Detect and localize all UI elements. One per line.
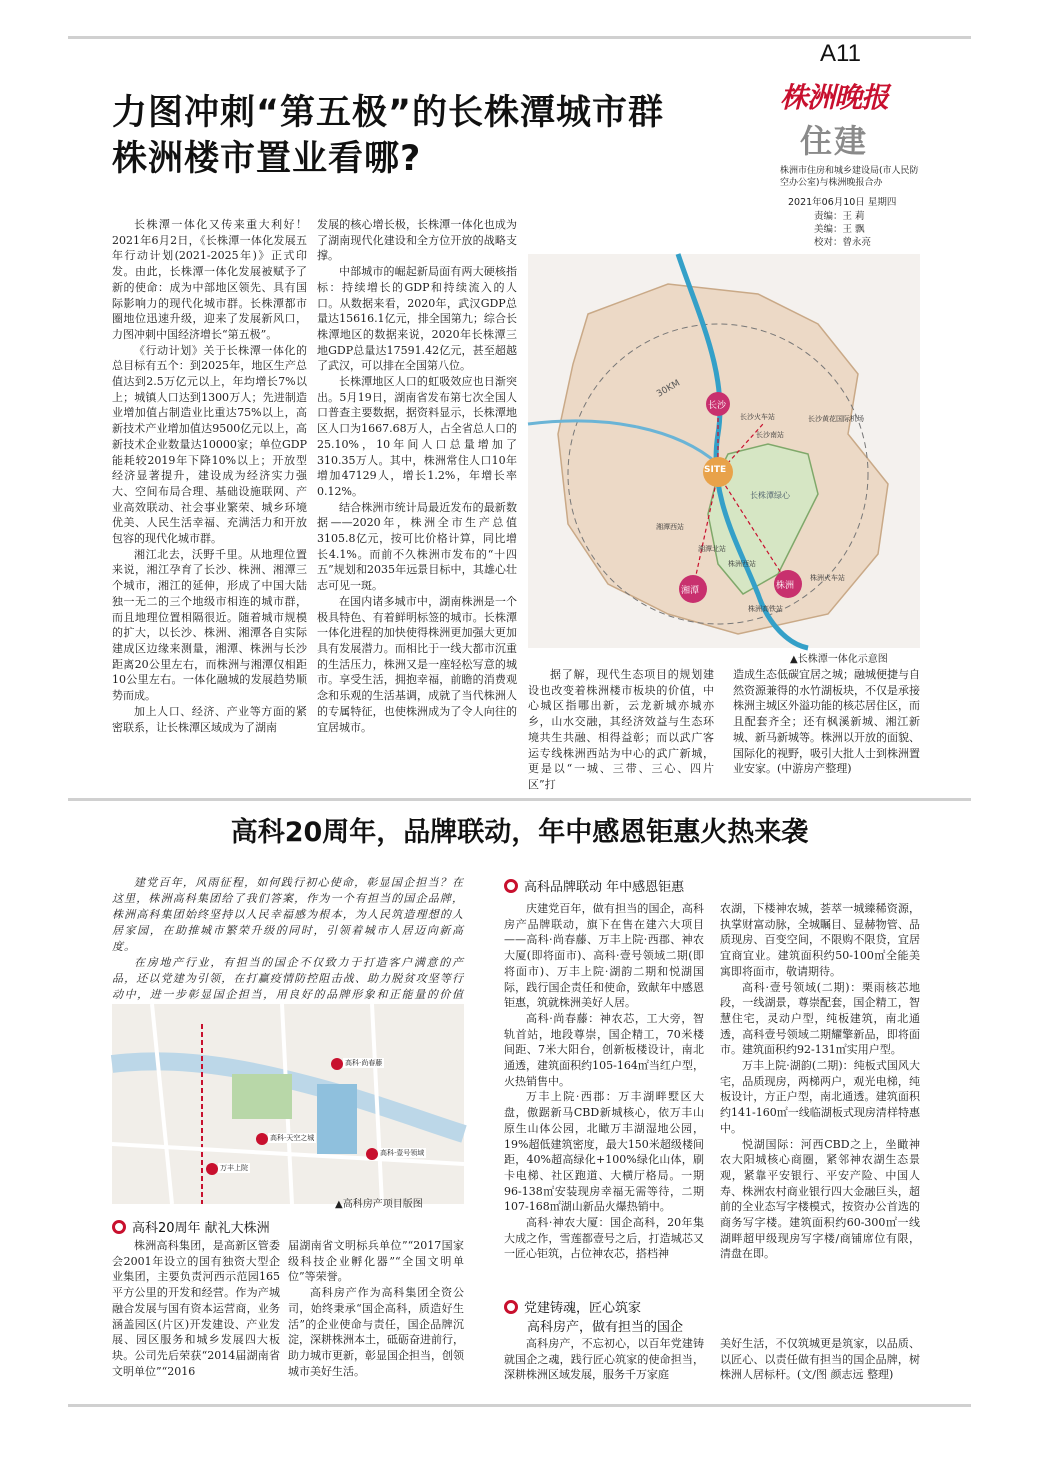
- city-label: 长沙: [708, 401, 727, 411]
- paragraph: 高科·神农大厦：国企高科，20年集大成之作，雪莲都壹号之后，打造城芯又一匠心钜筑，占位神农芯，搭档神: [504, 1216, 704, 1261]
- cohost-note: 株洲市住房和城乡建设局(市人民防空办公室)与株洲晚报合办: [780, 166, 919, 188]
- paragraph: 据了解，现代生态项目的规划建设也改变着株洲楼市板块的价值，中心城区指哪出新，云龙新城亦城亦乡，山水交融，其经济效益与生态环境共生共融、相得益彰；而以武广客运专线株洲西站为中心的武广新城，更是以“一城、三带、三心、四片区”打: [528, 668, 714, 791]
- paragraph: 农湖，下楼神农城，荟萃一城臻稀资源，执掌财富动脉，全城瞩目、显赫物管、品质现房、百变空间，不限购不限贷，宜居宜商宜业。建筑面积约50-100㎡全能美寓即将面市，敬请期待。: [720, 902, 920, 978]
- map-caption: ▲长株潭一体化示意图: [790, 654, 888, 665]
- article1-column4: [733, 667, 920, 776]
- article2-headline: 高科20周年，品牌联动，年中感恩钜惠火热来袭: [230, 817, 809, 848]
- city-label: 株洲: [776, 581, 795, 591]
- section-name: 住建: [800, 122, 869, 160]
- station-label: 株洲火车站: [810, 574, 845, 582]
- article2-sub2-column2: [720, 901, 920, 1291]
- station-label: 长沙黄花国际机场: [808, 415, 864, 423]
- station-label: 株洲西站: [728, 560, 756, 568]
- radius-label: 30KM: [655, 378, 682, 400]
- subhead-responsible-soe: 高科房产，做有担当的国企: [527, 1320, 684, 1335]
- project-map-caption: ▲高科房产项目版图: [335, 1199, 423, 1210]
- paragraph: 造成生态低碳宜居之城；融城便捷与自然资源兼得的水竹湖板块，不仅是承接株洲主城区外溢功能的核芯居住区，而且配套齐全；还有枫溪新城、湘江新城、新马新城等。株洲以开放的面貌、国际化的视野，吸引大批人士到株洲置业安家。(中游房产整理): [733, 668, 920, 776]
- park-block: [232, 1074, 292, 1119]
- paragraph: 高科·壹号领域(二期)：栗雨核芯地段，一线湖景，尊崇配套，国企精工，智慧住宅，灵动户型，纯板建筑，南北通透，高科壹号领域二期耀擎新品，即将面市。建筑面积约92-131㎡实用户型。: [720, 980, 920, 1057]
- station-label: 长沙南站: [756, 431, 784, 439]
- masthead-logo: 株洲晚报: [780, 81, 889, 114]
- subhead-text: 高科品牌联动 年中感恩钜惠: [524, 880, 685, 895]
- article2-sub2-column1: [504, 901, 704, 1289]
- subhead-anniversary: [112, 1217, 270, 1236]
- top-rule: [68, 36, 971, 39]
- issue-date: 2021年06月10日 星期四: [788, 197, 897, 208]
- headline-line1: 力图冲刺“第五极”的长株潭城市群: [112, 93, 665, 133]
- station-label: 长沙火车站: [740, 413, 775, 421]
- project-label: 高科·壹号领域: [380, 1149, 425, 1157]
- station-label: 湘潭西站: [656, 523, 684, 531]
- bullet-icon: [112, 1220, 126, 1234]
- bottom-rule: [68, 1404, 971, 1407]
- region-map-graphic: [528, 254, 920, 648]
- site-label: SITE: [704, 465, 727, 475]
- paragraph: 湘江北去，沃野千里。从地理位置来说，湘江孕育了长沙、株洲、湘潭三个城市，湘江的延伸，形成了中国大陆独一无二的三个地级市相连的城市群，而且地理位置相隔很近。随着城市规模的扩大，以长沙、株洲、湘潭各自实际建成区边缘来测量，湘潭、株洲与长沙距离20公里左右，而株洲与湘潭仅相距10公里左右。一体化融城的发展趋势顺势而成。: [112, 547, 307, 703]
- subhead-brand-linkage: [504, 876, 684, 895]
- station-label: 湘潭北站: [698, 545, 726, 553]
- paragraph: 高科·尚春藤：神农芯，工大旁，智轨首站，地段尊崇，国企精工，70米楼间距、7米大阳台，创新板楼设计，南北通透，建筑面积约105-164㎡当红户型，火热销售中。: [504, 1011, 704, 1088]
- lead-paragraph: 在房地产行业，有担当的国企不仅致力于打造客户满意的产品，还以党建为引领，在打赢疫情防控阻击战、助力脱贫攻坚等行动中，进一步彰显国企担当，用良好的品牌形象和正能量的价值: [112, 956, 464, 1001]
- paragraph: 加上人口、经济、产业等方面的紧密联系，让长株潭区域成为了湖南: [112, 704, 307, 734]
- subhead-text: 高科20周年 献礼大株洲: [132, 1221, 270, 1236]
- paragraph: 中部城市的崛起新局面有两大硬核指标：持续增长的GDP和持续流入的人口。从数据来看，2020年，武汉GDP总量达15616.1亿元，排全国第九；综合长株潭地区的数据来说，2020年长株潭三地GDP总量达17591.42亿元，甚至超越了武汉，可以排在全国第八位。: [317, 265, 517, 373]
- paragraph: 高科房产，不忘初心，以百年党建铸就国企之魂，践行匠心筑家的使命担当，深耕株洲区域发展，服务千万家庭: [504, 1337, 704, 1382]
- subhead-party-building: [504, 1297, 641, 1316]
- paragraph: 长株潭一体化又传来重大利好！2021年6月2日，《长株潭一体化发展五年行动计划(2021-2025年)》正式印发。由此，长株潭一体化发展被赋予了新的使命：成为中部地区领先、具有国际影响力的现代化城市群。长株潭都市圈地位迅速升级，迎来了发展新风口，力图冲刺中国经济增长“第五极”。: [112, 218, 307, 341]
- paragraph: 株洲高科集团，是高新区管委会2001年设立的国有独资大型企业集团，主要负责河西示范园165平方公里的开发和经营。作为产城融合发展与国有资本运营商，业务涵盖园区(片区)开发建设、产业发展、园区服务和城乡发展四大板块。公司先后荣获“2014届湖南省文明单位”“2016: [112, 1239, 280, 1378]
- paragraph: 悦湖国际：河西CBD之上，坐瞰神农大阳城核心商圈，紧邻神农湖生态景观，紧靠平安银行、平安产险、中国人寿、株洲农村商业银行四大金融巨头，超前的全业态写字楼模式，按资办公首选的商务写字楼。建筑面积约60-300㎡一线湖畔超甲级现房写字楼/商铺席位有限，清盘在即。: [720, 1137, 920, 1261]
- project-marker: [256, 1133, 268, 1145]
- project-map-graphic: [112, 1004, 464, 1204]
- paragraph: 《行动计划》关于长株潭一体化的总目标有五个：到2025年，地区生产总值达到2.5万亿元以上，年均增长7%以上；城镇人口达到1300万人；先进制造业增加值占制造业比重达75%以上，高新技术产业增加值达9500亿元以上，高新技术企业数量达10000家；单位GDP能耗较2019年下降10%以上；开放型经济显著提升，建设成为经济实力强大、空间布局合理、基础设施联网、产业高效联动、社会事业繁荣、城乡环境优美、人民生活幸福、充满活力和开放包容的现代化城市群。: [112, 343, 307, 546]
- project-label: 高科·天空之城: [270, 1134, 315, 1142]
- project-marker: [331, 1058, 343, 1070]
- article2-sub3-column1: [504, 1336, 704, 1386]
- section-rule: [68, 798, 971, 801]
- subhead-text: 党建铸魂，匠心筑家: [524, 1301, 642, 1316]
- article2-sub1-column2: [288, 1238, 464, 1383]
- article1-column3: [528, 667, 714, 791]
- lake-block: [317, 1084, 357, 1154]
- green-zone-label: 长株潭绿心: [750, 491, 790, 500]
- article2-sub3-column2: [720, 1336, 920, 1386]
- station-label: 株洲高铁站: [748, 605, 783, 613]
- paragraph: 届湖南省文明标兵单位”“2017国家级科技企业孵化器”“全国文明单位”等荣誉。: [288, 1239, 464, 1284]
- paragraph: 高科房产作为高科集团全资公司，始终秉承“国企高科，质造好生活”的企业使命与责任，国企品牌沉淀，深耕株洲本土，砥砺奋进前行，助力城市更新，彰显国企担当，创领城市美好生活。: [288, 1286, 464, 1378]
- city-label: 湘潭: [681, 586, 700, 596]
- bullet-icon: [504, 1300, 518, 1314]
- paragraph: 结合株洲市统计局最近发布的最新数据——2020年，株洲全市生产总值3105.8亿元，按可比价格计算，同比增长4.1%。而前不久株洲市发布的“十四五”规划和2035年远景目标中，其雄心壮志可见一斑。: [317, 500, 517, 593]
- bullet-icon: [504, 879, 518, 893]
- page-number: A11: [820, 40, 861, 67]
- paragraph: 万丰上院·西郡：万丰湖畔墅区大盘，傲踞新马CBD新城核心，依万丰山原生山体公园，北瞰万丰湖湿地公园，19%超低建筑密度，最大150米超级楼间距，40%超高绿化+100%绿化山体，刷卡电梯、社区跑道、大横厅格局。一期96-138㎡安装现房幸福无需等待，二期107-168㎡湖山新品火爆热销中。: [504, 1090, 704, 1214]
- article1-column1: [112, 217, 307, 741]
- paragraph: 发展的核心增长极，长株潭一体化也成为了湖南现代化建设和全方位开放的战略支撑。: [317, 218, 517, 263]
- gaoke-project-map: [112, 1004, 464, 1204]
- headline-line2: 株洲楼市置业看哪?: [112, 139, 422, 179]
- project-marker: [366, 1148, 378, 1160]
- project-label: 万丰上院: [220, 1164, 248, 1172]
- paragraph: 万丰上院·湖韵(二期)：纯板式国风大宅，品质现房，两梯两户，观光电梯，纯板设计，方正户型，南北通透。建筑面积约141-160㎡一线临湖板式现房清样特惠中。: [720, 1059, 920, 1135]
- article1-column2: [317, 217, 517, 741]
- paragraph: 庆建党百年，做有担当的国企，高科房产品牌联动，旗下在售在建六大项目——高科·尚春藤、万丰上院·西郡、神农大厦(即将面市)、高科·壹号领域二期(即将面市)、万丰上院·湖韵二期和悦湖国际，践行国企责任和使命，致献年中感恩钜惠，筑就株洲美好人居。: [504, 902, 704, 1010]
- article2-lead: [112, 875, 464, 1001]
- proofreader: 校对：曾永亮: [814, 237, 872, 248]
- editor: 责编：王 莉: [814, 211, 865, 222]
- project-label: 高科·尚春藤: [345, 1059, 383, 1067]
- designer: 美编：王 飘: [814, 224, 865, 235]
- project-marker: [206, 1163, 218, 1175]
- paragraph: 在国内诸多城市中，湖南株洲是一个极具特色、有着鲜明标签的城市。长株潭一体化进程的加快使得株洲更加强大更加具有发展潜力。而相比于一线大都市沉重的生活压力，株洲又是一座轻松写意的城市。享受生活，拥抱幸福，前瞻的消费观念和乐观的生活基调，成就了当代株洲人的专属特征，也使株洲成为了令人向往的宜居城市。: [317, 594, 517, 734]
- chang-zhu-tan-map: [528, 254, 920, 648]
- paragraph: 长株潭地区人口的虹吸效应也日渐突出。5月19日，湖南省发布第七次全国人口普查主要数据，据资料显示，长株潭地区人口为1667.68万人，占全省总人口的25.10%，10年间人口总量增加了310.35万人。其中，株洲常住人口10年增加47129人，增长1.2%，年增长率0.12%。: [317, 375, 517, 498]
- lead-paragraph: 建党百年，风雨征程，如何践行初心使命，彰显国企担当？在这里，株洲高科集团给了我们答案，作为一个有担当的国企品牌，株洲高科集团始终坚持以人民幸福感为根本，为人民筑造理想的人居家园，在助推城市繁荣升级的同时，引领着城市人居迈向新高度。: [112, 876, 464, 953]
- paragraph: 美好生活，不仅筑城更是筑家，以品质、以匠心、以责任做有担当的国企品牌，树株洲人居标杆。(文/图 颜志远 整理): [720, 1337, 920, 1382]
- article2-sub1-column1: [112, 1238, 280, 1383]
